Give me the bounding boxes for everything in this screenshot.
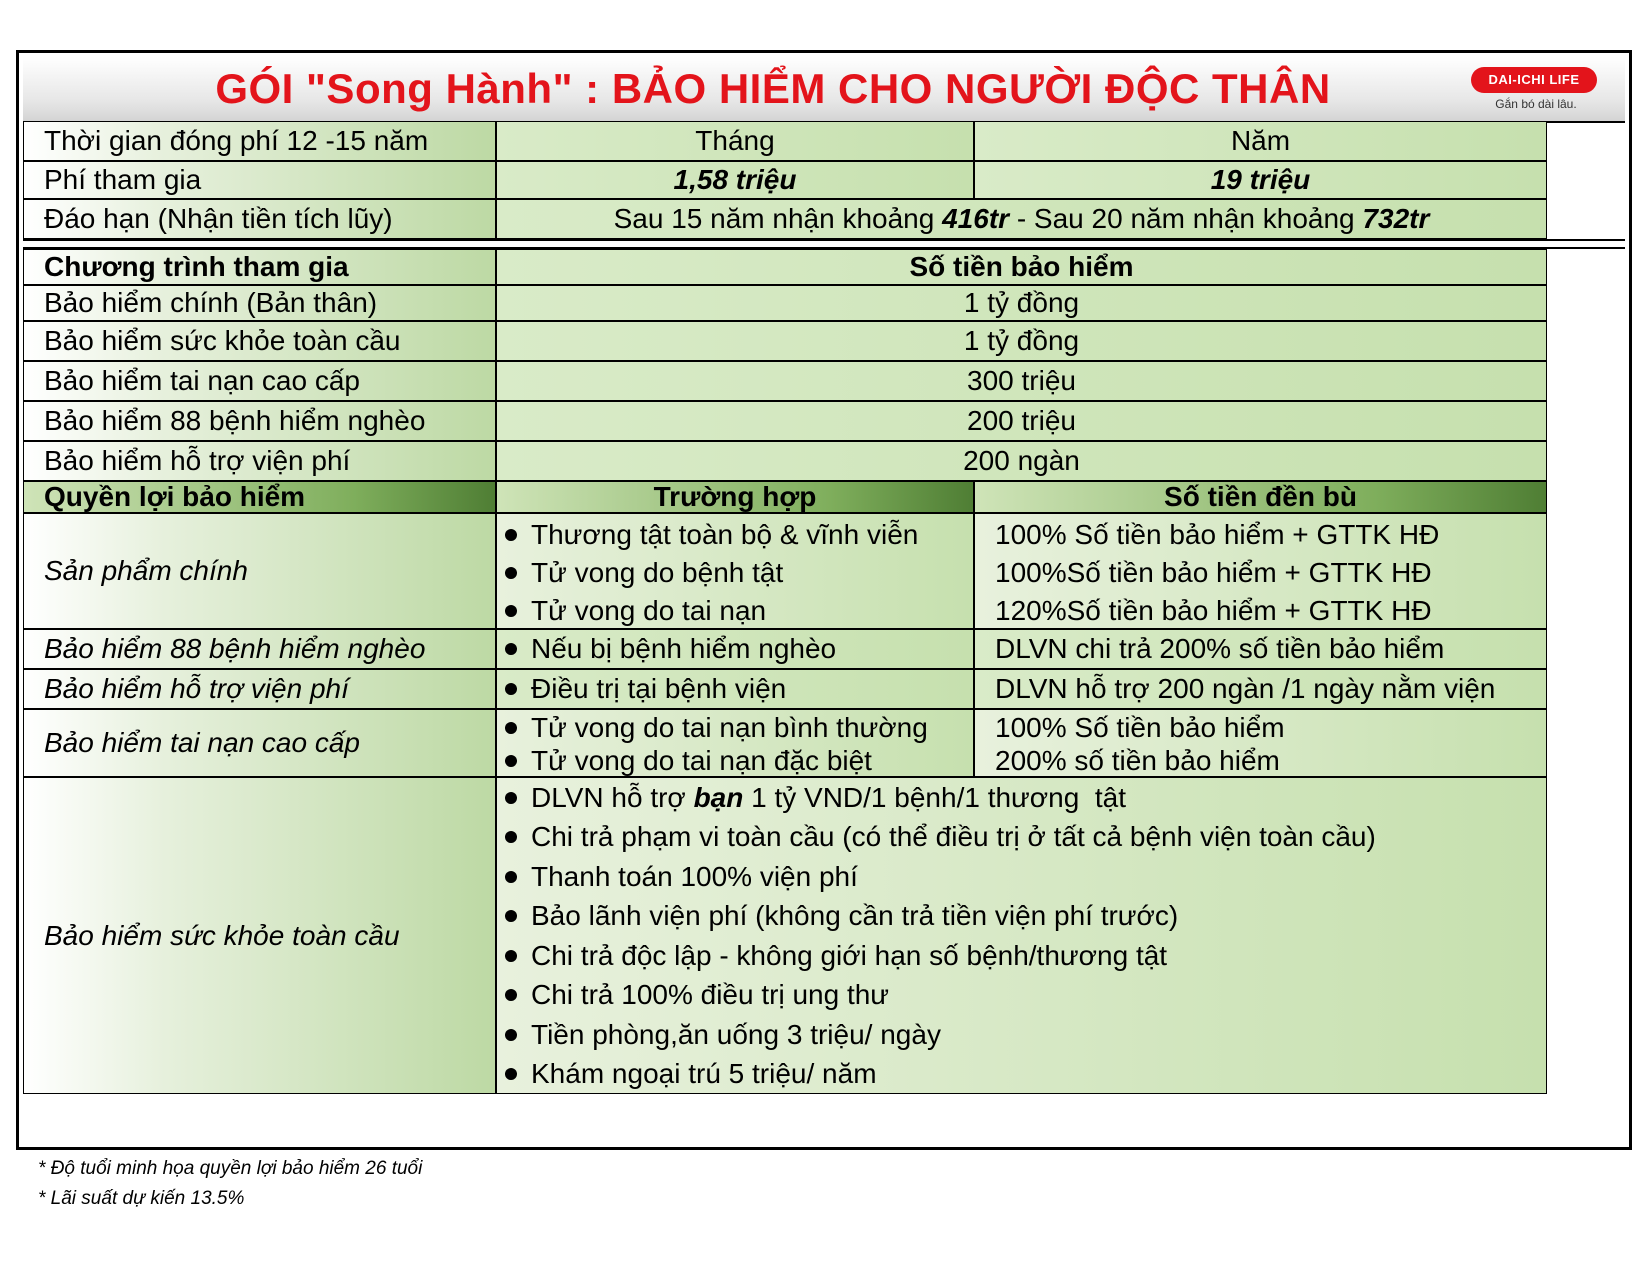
list-item: 100% Số tiền bảo hiểm + GTTK HĐ xyxy=(995,519,1440,550)
program-row-amount: 200 ngàn xyxy=(496,441,1547,481)
benefit-accident-comps xyxy=(974,709,1547,777)
case-text: Điều trị tại bệnh viện xyxy=(531,673,787,704)
maturity-text-2: - Sau 20 năm nhận khoảng xyxy=(1009,203,1363,234)
logo-brand: DAI-ICHI LIFE xyxy=(1471,67,1597,93)
list-item xyxy=(497,516,973,554)
logo-tagline: Gắn bó dài lâu. xyxy=(1495,97,1577,111)
bullet-icon xyxy=(505,643,517,655)
program-row-name: Bảo hiểm hỗ trợ viện phí xyxy=(23,441,496,481)
benefit-hospital-comp: DLVN hỗ trợ 200 ngàn /1 ngày nằm viện xyxy=(974,669,1547,709)
program-row-name: Bảo hiểm tai nạn cao cấp xyxy=(23,361,496,401)
list-item xyxy=(497,711,973,744)
benefit-header: Quyền lợi bảo hiểm xyxy=(23,481,496,513)
section-divider xyxy=(23,239,1625,249)
maturity-amount-20y: 732tr xyxy=(1362,203,1430,234)
health-item-text: Khám ngoại trú 5 triệu/ năm xyxy=(531,1058,877,1090)
bullet-icon xyxy=(505,567,517,579)
program-row-name: Bảo hiểm chính (Bản thân) xyxy=(23,285,496,321)
list-item xyxy=(497,897,1546,937)
health-first-post: 1 tỷ VND/1 bệnh/1 thương tật xyxy=(743,781,1126,813)
maturity-label: Đáo hạn (Nhận tiền tích lũy) xyxy=(23,199,496,239)
benefit-hospital-name: Bảo hiểm hỗ trợ viện phí xyxy=(23,669,496,709)
case-text: Tử vong do tai nạn xyxy=(531,595,767,626)
health-item-text: Chi trả độc lập - không giới hạn số bệnh/thương tật xyxy=(531,939,1168,971)
bullet-icon xyxy=(505,722,517,734)
compensation-header: Số tiền đền bù xyxy=(974,481,1547,513)
case-header: Trường hợp xyxy=(496,481,974,513)
benefit-main-name: Sản phẩm chính xyxy=(23,513,496,629)
benefit-accident-cases xyxy=(496,709,974,777)
list-item: 100%Số tiền bảo hiểm + GTTK HĐ xyxy=(995,557,1432,588)
bullet-icon xyxy=(505,755,517,767)
maturity-text-1: Sau 15 năm nhận khoảng xyxy=(613,203,943,234)
list-item xyxy=(497,818,1546,858)
bullet-icon xyxy=(505,950,517,962)
bullet-icon xyxy=(505,792,517,804)
bullet-icon xyxy=(505,1068,517,1080)
health-item-text: Tiền phòng,ăn uống 3 triệu/ ngày xyxy=(531,1018,941,1050)
period-label: Thời gian đóng phí 12 -15 năm xyxy=(23,121,496,161)
list-item: 200% số tiền bảo hiểm xyxy=(995,744,1280,776)
footnote-age: * Độ tuổi minh họa quyền lợi bảo hiểm 26 tuổi xyxy=(38,1158,423,1179)
case-text: Tử vong do tai nạn đặc biệt xyxy=(531,744,872,776)
bullet-icon xyxy=(505,831,517,843)
list-item xyxy=(497,976,1546,1016)
maturity-value xyxy=(496,199,1547,239)
insurance-table xyxy=(16,50,1632,1150)
list-item xyxy=(497,554,973,592)
fee-month-value: 1,58 triệu xyxy=(496,161,974,199)
benefit-main-comps xyxy=(974,513,1547,629)
program-row-name: Bảo hiểm 88 bệnh hiểm nghèo xyxy=(23,401,496,441)
benefit-hospital-case xyxy=(496,669,974,709)
bullet-icon xyxy=(505,910,517,922)
page-title: GÓI "Song Hành" : BẢO HIỂM CHO NGƯỜI ĐỘC THÂN xyxy=(215,65,1331,112)
health-item-text: Chi trả 100% điều trị ung thư xyxy=(531,979,890,1011)
benefit-critical-name: Bảo hiểm 88 bệnh hiểm nghèo xyxy=(23,629,496,669)
maturity-amount-15y: 416tr xyxy=(942,203,1010,234)
health-item-text: Bảo lãnh viện phí (không cần trả tiền viện phí trước) xyxy=(531,900,1179,932)
list-item xyxy=(497,592,973,630)
bullet-icon xyxy=(505,871,517,883)
list-item xyxy=(497,744,973,777)
case-text: Thương tật toàn bộ & vĩnh viễn xyxy=(531,519,919,550)
footnote-interest: * Lãi suất dự kiến 13.5% xyxy=(38,1188,245,1209)
list-item: 120%Số tiền bảo hiểm + GTTK HĐ xyxy=(995,595,1432,626)
bullet-icon xyxy=(505,683,517,695)
health-first-pre: DLVN hỗ trợ xyxy=(531,781,694,813)
dai-ichi-logo xyxy=(1471,67,1601,115)
list-item xyxy=(497,778,1546,818)
list-item xyxy=(497,1015,1546,1055)
list-item xyxy=(497,857,1546,897)
case-text: Tử vong do tai nạn bình thường xyxy=(531,711,928,743)
program-row-amount: 1 tỷ đồng xyxy=(496,285,1547,321)
program-row-amount: 1 tỷ đồng xyxy=(496,321,1547,361)
month-header: Tháng xyxy=(496,121,974,161)
bullet-icon xyxy=(505,605,517,617)
title-bar xyxy=(23,57,1625,123)
fee-label: Phí tham gia xyxy=(23,161,496,199)
fee-year-value: 19 triệu xyxy=(974,161,1547,199)
benefit-critical-comp: DLVN chi trả 200% số tiền bảo hiểm xyxy=(974,629,1547,669)
health-item-text: Thanh toán 100% viện phí xyxy=(531,860,858,892)
list-item: 100% Số tiền bảo hiểm xyxy=(995,711,1285,743)
benefit-health-list xyxy=(496,777,1547,1094)
bullet-icon xyxy=(505,529,517,541)
program-row-amount: 300 triệu xyxy=(496,361,1547,401)
program-header: Chương trình tham gia xyxy=(23,249,496,285)
bullet-icon xyxy=(505,989,517,1001)
year-header: Năm xyxy=(974,121,1547,161)
bullet-icon xyxy=(505,1029,517,1041)
health-first-bold: bạn xyxy=(693,781,744,813)
benefit-critical-case xyxy=(496,629,974,669)
list-item xyxy=(497,1055,1546,1095)
program-row-name: Bảo hiểm sức khỏe toàn cầu xyxy=(23,321,496,361)
benefit-accident-name: Bảo hiểm tai nạn cao cấp xyxy=(23,709,496,777)
program-row-amount: 200 triệu xyxy=(496,401,1547,441)
amount-header: Số tiền bảo hiểm xyxy=(496,249,1547,285)
list-item xyxy=(497,936,1546,976)
benefit-main-cases xyxy=(496,513,974,629)
case-text: Tử vong do bệnh tật xyxy=(531,557,784,588)
health-item-text: Chi trả phạm vi toàn cầu (có thể điều trị ở tất cả bệnh viện toàn cầu) xyxy=(531,821,1376,853)
case-text: Nếu bị bệnh hiểm nghèo xyxy=(531,633,837,664)
benefit-health-name: Bảo hiểm sức khỏe toàn cầu xyxy=(23,777,496,1094)
